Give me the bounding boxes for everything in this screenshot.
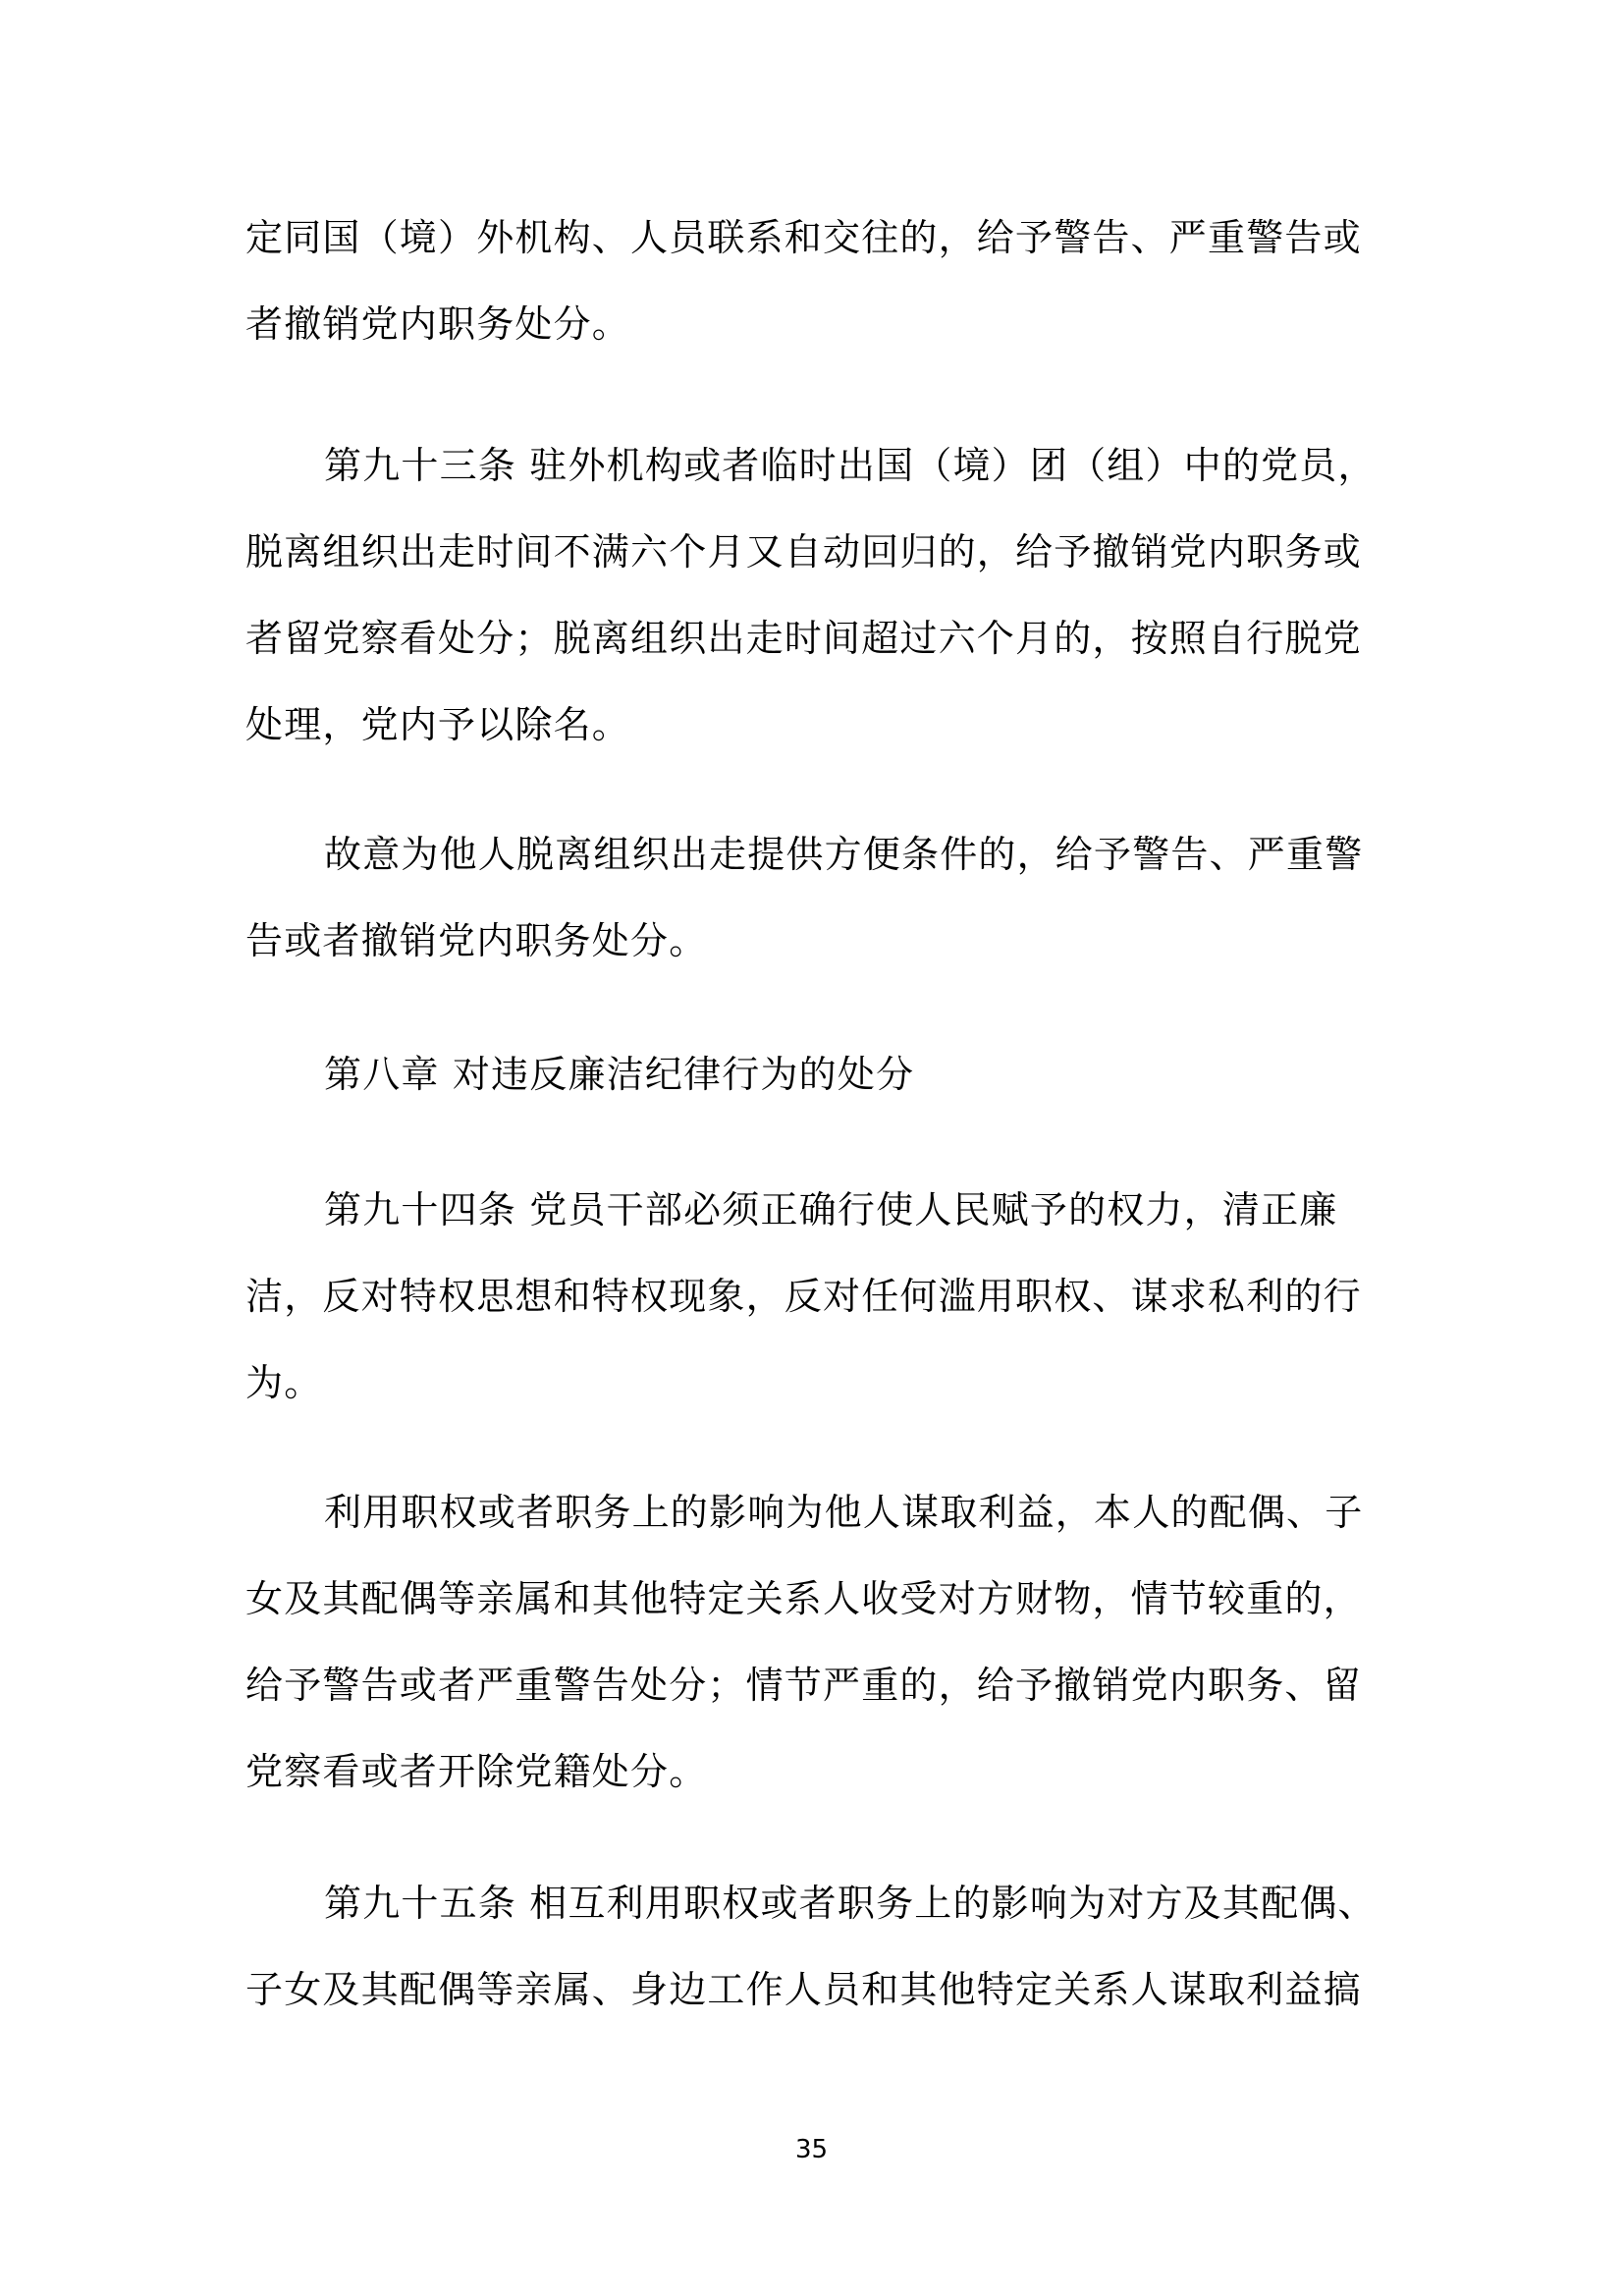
paragraph-article-93-clause-2 <box>245 811 1384 984</box>
text-line: 故意为他人脱离组织出走提供方便条件的，给予警告、严重警 <box>324 833 1364 876</box>
paragraph-article-93 <box>245 422 1384 768</box>
text-line: 第九十四条 党员干部必须正确行使人民赋予的权力，清正廉 <box>324 1188 1338 1231</box>
text-line: 党察看或者开除党籍处分。 <box>245 1750 708 1793</box>
text-line: 利用职权或者职务上的影响为他人谋取利益，本人的配偶、子 <box>324 1491 1364 1534</box>
text-line: 子女及其配偶等亲属、身边工作人员和其他特定关系人谋取利益搞 <box>245 1968 1362 2011</box>
paragraph-article-95 <box>245 1860 1384 2033</box>
text-line: 第九十五条 相互利用职权或者职务上的影响为对方及其配偶、 <box>324 1882 1377 1925</box>
text-line: 给予警告或者严重警告处分；情节严重的，给予撤销党内职务、留 <box>245 1664 1362 1707</box>
paragraph-continuation <box>245 194 1384 367</box>
text-line: 者撤销党内职务处分。 <box>245 302 631 346</box>
text-line: 定同国（境）外机构、人员联系和交往的，给予警告、严重警告或 <box>245 216 1362 259</box>
text-line: 第八章 对违反廉洁纪律行为的处分 <box>324 1053 915 1096</box>
text-line: 第九十三条 驻外机构或者临时出国（境）团（组）中的党员， <box>324 444 1377 487</box>
text-line: 女及其配偶等亲属和其他特定关系人收受对方财物，情节较重的， <box>245 1577 1362 1620</box>
text-line: 为。 <box>245 1361 323 1404</box>
text-line: 处理，党内予以除名。 <box>245 703 631 746</box>
paragraph-article-94-clause-2 <box>245 1469 1384 1815</box>
text-line: 脱离组织出走时间不满六个月又自动回归的，给予撤销党内职务或 <box>245 530 1362 574</box>
page-number: 35 <box>794 2135 829 2164</box>
paragraph-article-94 <box>245 1167 1384 1426</box>
text-line: 者留党察看处分；脱离组织出走时间超过六个月的，按照自行脱党 <box>245 617 1362 660</box>
text-line: 洁，反对特权思想和特权现象，反对任何滥用职权、谋求私利的行 <box>245 1275 1362 1318</box>
text-line: 告或者撤销党内职务处分。 <box>245 919 708 962</box>
chapter-heading <box>245 1031 1384 1118</box>
